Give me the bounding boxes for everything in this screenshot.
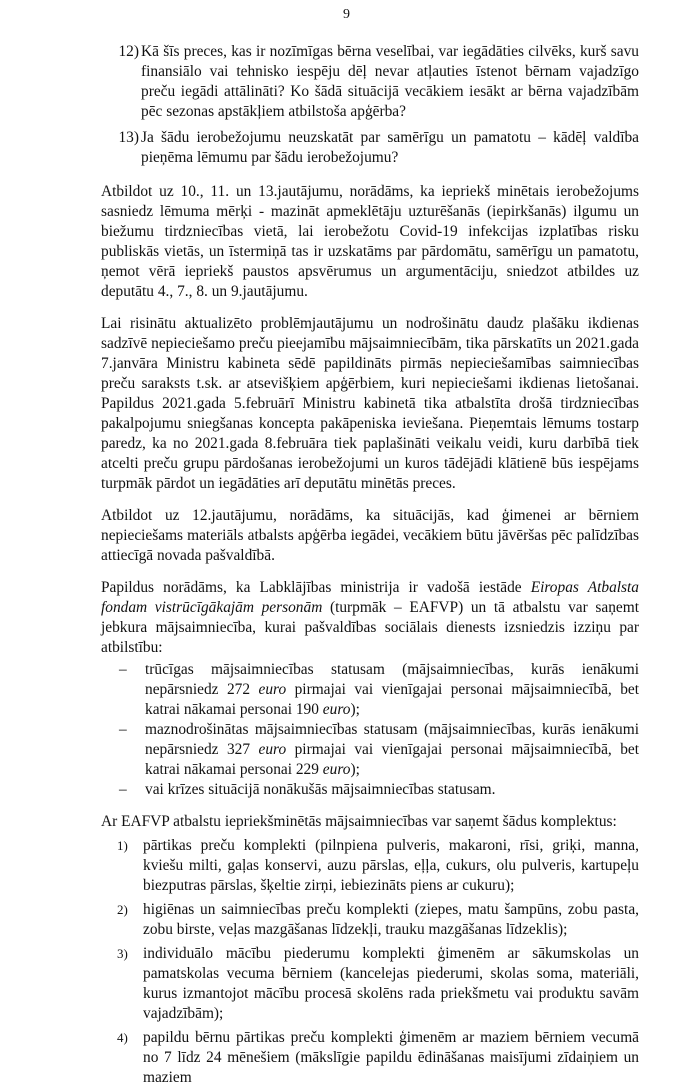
question-12 [101,42,639,122]
list-item: – vai krīzes situācijā nonākušās mājsaimniecības statusam. [119,781,496,798]
list-item: 4) papildu bērnu pārtikas preču komplekti ģimenēm ar maziem bērniem vecumā no 7 līdz 24 mēnešiem (mākslīgie papildu ēdināšanas maisījumi zīdaiņiem un maziem [117,1029,639,1086]
document-body [101,42,639,1092]
list-item: 3) individuālo mācību piederumu komplekti ģimenēm ar sākumskolas un pamatskolas vecuma bērniem (kancelejas piederumi, skolas soma, materiāli, kurus izmantojot mācību procesā skolēns rada priekšmetu vai produktu savām vajadzībām); [117,945,639,1022]
question-number: 12) [118,43,139,60]
kits-list [101,836,639,1088]
list-item: 1) pārtikas preču komplekti (pilnpiena pulveris, makaroni, rīsi, griķi, manna, kviešu milti, gaļas konservi, auzu pārslas, eļļa, cukurs, olu pulveris, kartupeļu biezputras pārslas, šķeltie zirņi, iebiezināts piens ar cukuru); [117,837,639,894]
question-text: Ja šādu ierobežojumu neuzskatāt par samērīgu un pamatotu – kādēļ valdība pieņēma lēmumu par šādu ierobežojumu? [141,129,639,166]
eligibility-list [101,660,639,800]
question-13 [101,128,639,168]
question-number: 13) [118,129,139,146]
paragraph-goods-list-update: Lai risinātu aktualizēto problēmjautājumu un nodrošinātu daudz plašāku ikdienas sadzīvē nepieciešamo preču pieejamību mājsaimniecībām, tika pārskatīts un 2021.gada 7.janvāra Ministru kabineta sēdē papildināts pirmās nepieciešamības saimniecības preču saraksts t.sk. ar atsevišķiem apģērbiem, kuri nepieciešami ikdienas lietošanai. Papildus 2021.gada 5.februārī Ministru kabinetā tika atbalstīta drošā tirdzniecības pakalpojumu sniegšanas koncepta pakāpeniska ieviešana. Pieņemtais lēmums tostarp paredz, ka no 2021.gada 8.februāra tiek paplašināti veikalu veidi, kuru darbībā tiek atcelti preču grupu pārdošanas ierobežojumi un kuros tādējādi klātienē būs iespējams turpmāk pārdot un iegādāties arī deputātu minētās preces. [101,315,639,492]
list-item: – trūcīgas mājsaimniecības statusam (mājsaimniecības, kurās ienākumi nepārsniedz 272 euro pirmajai vai vienīgajai personai mājsaimniecībā, bet katrai nākamai personai 190 euro); [119,661,639,718]
page-number: 9 [343,7,350,22]
paragraph-answer-10-11-13: Atbildot uz 10., 11. un 13.jautājumu, norādāms, ka iepriekš minētais ierobežojums sasniedz lēmuma mērķi - mazināt apmeklētāju uzturēšanās (iepirkšanās) ilgumu un biežumu tirdzniecības vietā, lai ierobežotu Covid-19 infekcijas izplatības risku publiskās vietās, un īstermiņā tas ir uzskatāms par pārdomātu, samērīgu un pamatotu, ņemot vērā iepriekš paustos apsvērumus un argumentāciju, sniedzot atbildes uz deputātu 4., 7., 8. un 9.jautājumu. [101,183,639,300]
list-item: 2) higiēnas un saimniecības preču komplekti (ziepes, matu šampūns, zobu pasta, zobu birste, veļas mazgāšanas līdzekļi, trauku mazgāšanas līdzeklis); [117,901,639,938]
fund-name: Eiropas Atbalsta fondam vistrūcīgākajām personām [101,579,640,616]
paragraph-answer-12: Atbildot uz 12.jautājumu, norādāms, ka situācijās, kad ģimenei ar bērniem nepieciešams materiāls atbalsts apģērba iegādei, vecākiem būtu jāvēršas pēc palīdzības attiecīgā novada pašvaldībā. [101,507,639,564]
paragraph-kits-intro: Ar EAFVP atbalstu iepriekšminētās mājsaimniecības var saņemt šādus komplektus: [101,813,617,830]
question-text: Kā šīs preces, kas ir nozīmīgas bērna veselībai, var iegādāties cilvēks, kurš savu finansiālo vai tehnisko iespēju dēļ nevar atļauties īstenot bērnam vajadzīgo preču iegādi attālināti? Ko šādā situācijā vecākiem iesākt ar bērna vajadzībām pēc sezonas apstākļiem atbilstoša apģērba? [141,43,639,120]
list-item: – maznodrošinātas mājsaimniecības statusam (mājsaimniecības, kurās ienākumi nepārsniedz 327 euro pirmajai vai vienīgajai personai mājsaimniecībā, bet katrai nākamai personai 229 euro); [119,721,639,778]
paragraph-eafvp-intro: Papildus norādāms, ka Labklājības ministrija ir vadošā iestāde Eiropas Atbalsta fondam vistrūcīgākajām personām (turpmāk – EAFVP) un tā atbalstu var saņemt jebkura mājsaimniecība, kurai pašvaldības sociālais dienests izsniedzis izziņu par atbilstību: [101,579,640,656]
